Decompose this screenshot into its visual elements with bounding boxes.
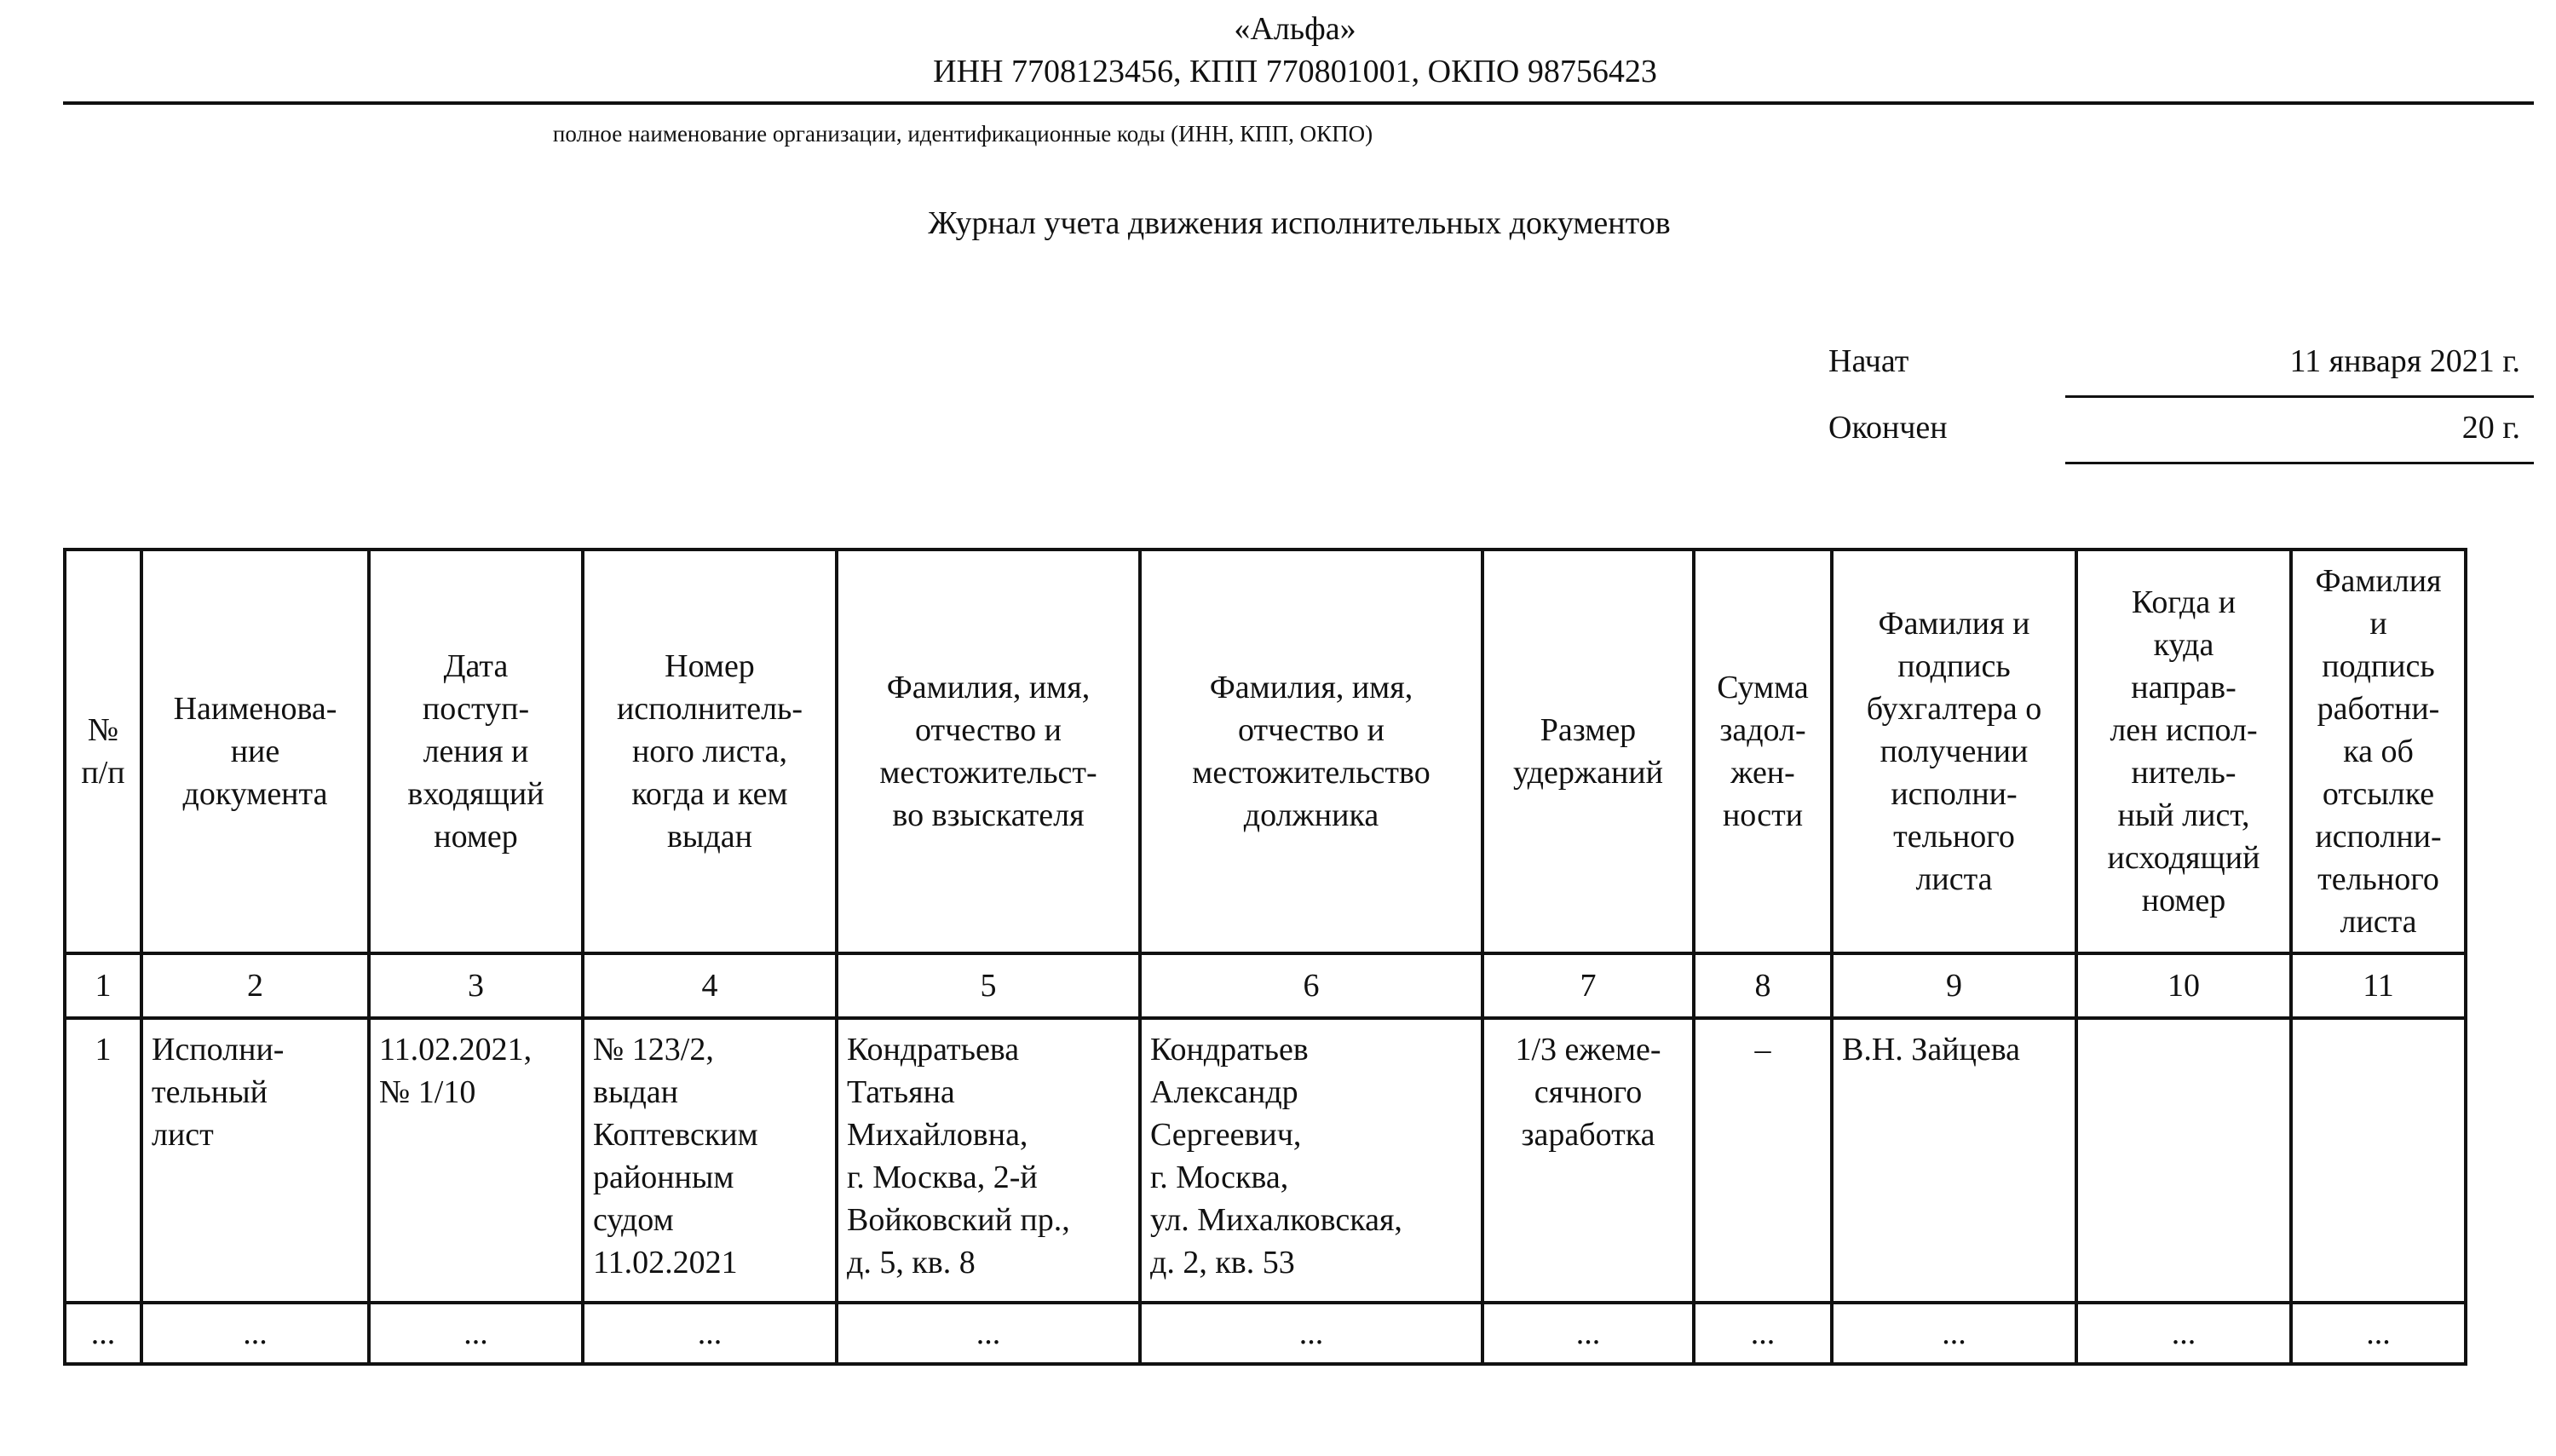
ellipsis-cell: ...	[1482, 1303, 1694, 1364]
column-number-cell: 9	[1832, 953, 2076, 1018]
organization-codes: ИНН 7708123456, КПП 770801001, ОКПО 98756423	[933, 54, 1657, 89]
journal-title: Журнал учета движения исполнительных документов	[928, 205, 1671, 241]
column-number-cell: 4	[583, 953, 837, 1018]
header-cell-document-name: Наименова- ние документа	[141, 550, 369, 953]
started-underline	[2065, 395, 2534, 398]
header-cell-claimant: Фамилия, имя, отчество и местожительст- во взыскателя	[837, 550, 1140, 953]
sender-signature-cell	[2291, 1018, 2466, 1303]
header-cell-receipt-date: Дата поступ- ления и входящий номер	[369, 550, 583, 953]
debtor-cell: Кондратьев Александр Сергеевич, г. Москва, ул. Михалковская, д. 2, кв. 53	[1140, 1018, 1482, 1303]
column-number-cell: 8	[1694, 953, 1832, 1018]
header-cell-accountant-signature: Фамилия и подпись бухгалтера о получении исполни- тельного листа	[1832, 550, 2076, 953]
ellipsis-cell: ...	[1832, 1303, 2076, 1364]
column-number-cell: 7	[1482, 953, 1694, 1018]
ellipsis-cell: ...	[2291, 1303, 2466, 1364]
ellipsis-cell: ...	[141, 1303, 369, 1364]
ended-label: Окончен	[1828, 410, 1948, 446]
ellipsis-cell: ...	[65, 1303, 141, 1364]
column-number-cell: 5	[837, 953, 1140, 1018]
ellipsis-cell: ...	[1694, 1303, 1832, 1364]
organization-underline	[63, 101, 2534, 105]
ended-value: 20 г.	[2461, 410, 2520, 446]
column-number-cell: 11	[2291, 953, 2466, 1018]
column-number-cell: 3	[369, 953, 583, 1018]
header-cell-number: № п/п	[65, 550, 141, 953]
ellipsis-cell: ...	[837, 1303, 1140, 1364]
header-cell-debt-sum: Сумма задол- жен- ности	[1694, 550, 1832, 953]
organization-name: «Альфа»	[1234, 11, 1356, 47]
column-number-cell: 1	[65, 953, 141, 1018]
ellipsis-cell: ...	[2076, 1303, 2291, 1364]
table-header-row	[65, 550, 2466, 953]
header-cell-sent-to: Когда и куда направ- лен испол- нитель- ный лист, исходящий номер	[2076, 550, 2291, 953]
header-cell-deduction-amount: Размер удержаний	[1482, 550, 1694, 953]
deduction-amount-cell: 1/3 ежеме- сячного заработка	[1482, 1018, 1694, 1303]
journal-table	[63, 548, 2467, 1366]
debt-sum-cell: –	[1694, 1018, 1832, 1303]
ellipsis-row	[65, 1303, 2466, 1364]
row-number-cell: 1	[65, 1018, 141, 1303]
table-row	[65, 1018, 2466, 1303]
ellipsis-cell: ...	[1140, 1303, 1482, 1364]
header-cell-sender-signature: Фамилия и подпись работни- ка об отсылке исполни- тельного листа	[2291, 550, 2466, 953]
column-number-cell: 10	[2076, 953, 2291, 1018]
ellipsis-cell: ...	[583, 1303, 837, 1364]
sent-to-cell	[2076, 1018, 2291, 1303]
started-label: Начат	[1828, 343, 1909, 379]
started-value: 11 января 2021 г.	[2289, 343, 2520, 379]
organization-caption: полное наименование организации, идентификационные коды (ИНН, КПП, ОКПО)	[552, 121, 1373, 147]
ellipsis-cell: ...	[369, 1303, 583, 1364]
column-number-row	[65, 953, 2466, 1018]
ended-underline	[2065, 462, 2534, 464]
accountant-signature-cell: В.Н. Зайцева	[1832, 1018, 2076, 1303]
writ-number-cell: № 123/2, выдан Коптевским районным судом 11.02.2021	[583, 1018, 837, 1303]
claimant-cell: Кондратьева Татьяна Михайловна, г. Москва, 2-й Войковский пр., д. 5, кв. 8	[837, 1018, 1140, 1303]
column-number-cell: 6	[1140, 953, 1482, 1018]
column-number-cell: 2	[141, 953, 369, 1018]
document-name-cell: Исполни- тельный лист	[141, 1018, 369, 1303]
receipt-date-cell: 11.02.2021, № 1/10	[369, 1018, 583, 1303]
header-cell-writ-number: Номер исполнитель- ного листа, когда и кем выдан	[583, 550, 837, 953]
header-cell-debtor: Фамилия, имя, отчество и местожительство должника	[1140, 550, 1482, 953]
